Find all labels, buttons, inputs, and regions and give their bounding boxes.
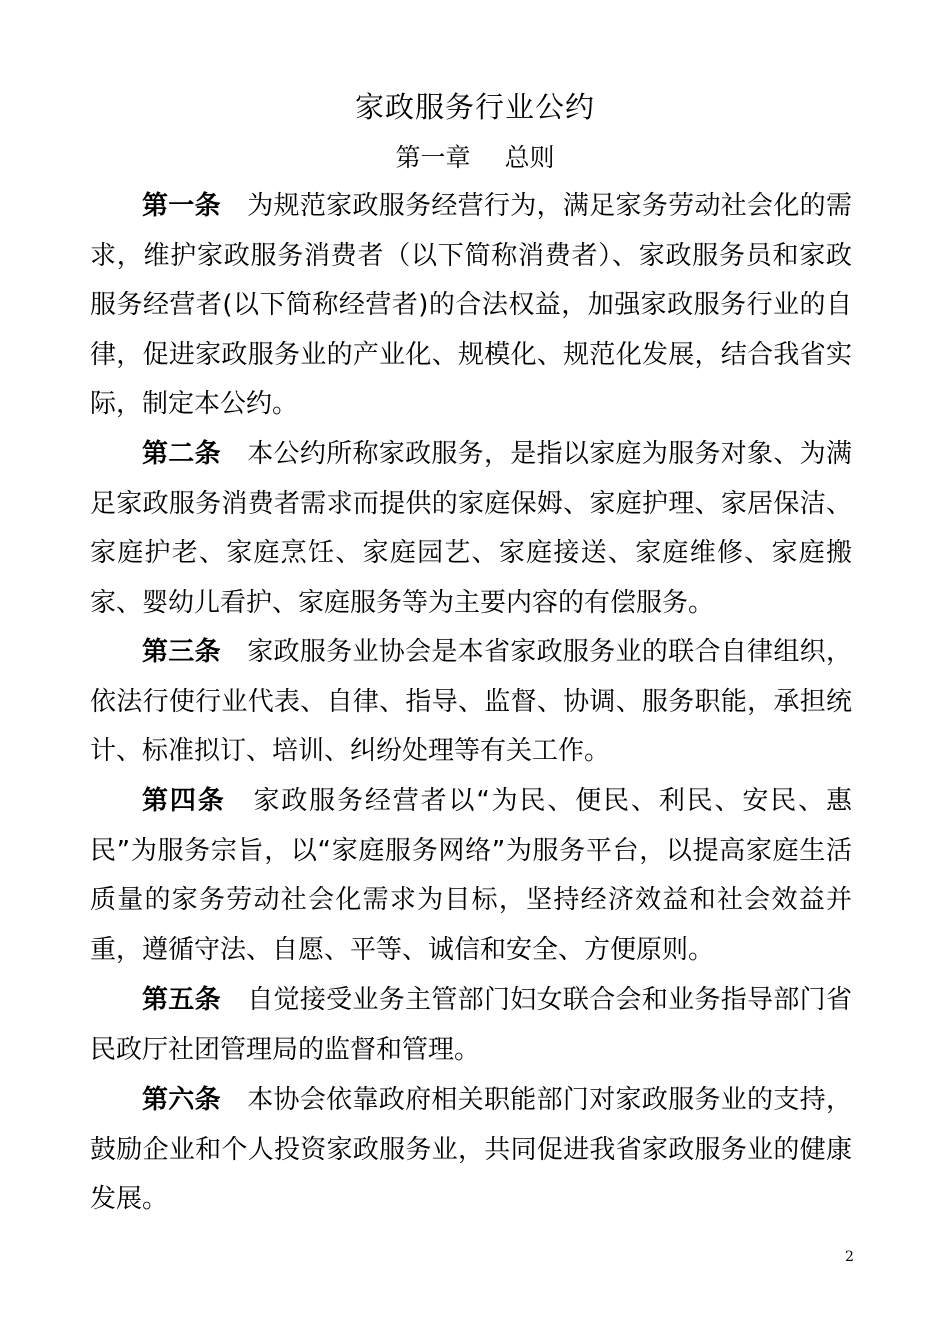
article-text: 家政服务经营者以“为民、便民、利民、安民、惠民”为服务宗旨，以“家庭服务网络”为服务平台，以提高家庭生活质量的家务劳动社会化需求为目标，坚持经济效益和社会效益并重，遵循守法、自愿、平等、诚信和安全、方便原则。 [90,786,852,965]
chapter-name: 总则 [504,143,555,172]
article-text: 本公约所称家政服务，是指以家庭为服务对象、为满足家政服务消费者需求而提供的家庭保姆、家庭护理、家居保洁、家庭护老、家庭烹饪、家庭园艺、家庭接送、家庭维修、家庭搬家、婴幼儿看护、家庭服务等为主要内容的有偿服务。 [90,439,852,618]
article-label: 第二条 [142,439,221,469]
article-2 [90,430,852,628]
article-text: 自觉接受业务主管部门妇女联合会和业务指导部门省民政厅社团管理局的监督和管理。 [90,985,852,1065]
page-number: 2 [845,1249,854,1265]
article-label: 第四条 [142,786,226,816]
article-label: 第六条 [142,1085,221,1115]
article-label: 第三条 [142,637,221,667]
document-title: 家政服务行业公约 [354,90,595,124]
article-5 [90,976,852,1075]
article-label: 第五条 [142,985,221,1015]
article-label: 第一条 [142,191,221,221]
article-3 [90,628,852,777]
article-6 [90,1076,852,1225]
article-4 [90,777,852,975]
chapter-heading [0,141,950,175]
chapter-number: 第一章 [395,143,471,172]
article-text: 家政服务业协会是本省家政服务业的联合自律组织，依法行使行业代表、自律、指导、监督、协调、服务职能，承担统计、标准拟订、培训、纠纷处理等有关工作。 [90,637,852,767]
article-text: 本协会依靠政府相关职能部门对家政服务业的支持，鼓励企业和个人投资家政服务业，共同促进我省家政服务业的健康发展。 [90,1085,852,1215]
article-text: 为规范家政服务经营行为，满足家务劳动社会化的需求，维护家政服务消费者（以下简称消费者）、家政服务员和家政服务经营者(以下简称经营者)的合法权益，加强家政服务行业的自律，促进家政服务业的产业化、规模化、规范化发展，结合我省实际，制定本公约。 [90,191,852,420]
article-1 [90,182,852,430]
